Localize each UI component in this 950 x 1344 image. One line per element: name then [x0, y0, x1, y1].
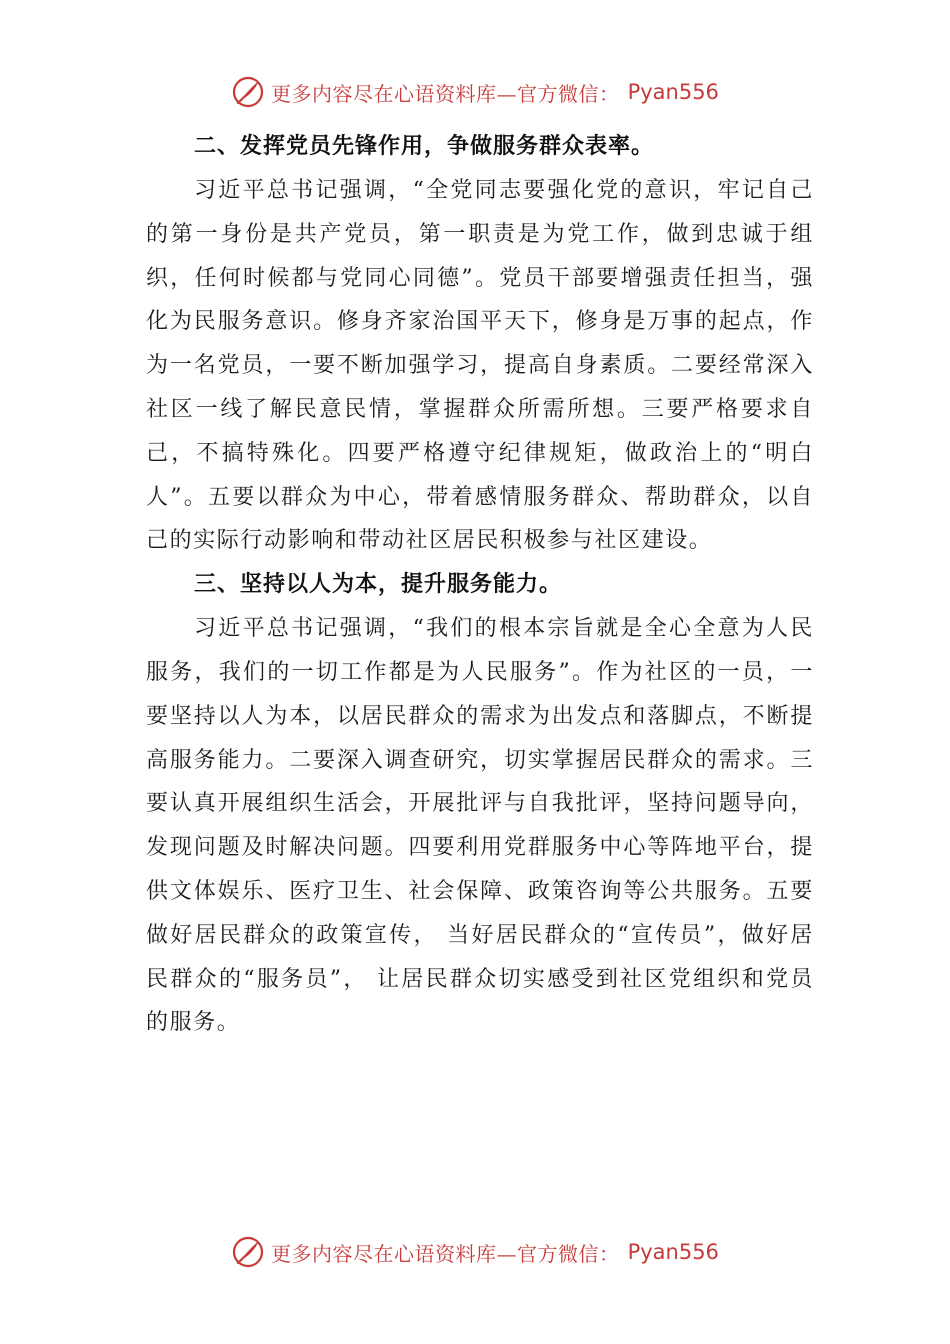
- feather-quill-icon: [231, 1235, 265, 1269]
- watermark-wechat-id: Pyan556: [627, 1240, 719, 1264]
- watermark-text: 更多内容尽在心语资料库—官方微信：: [271, 81, 620, 106]
- section-3-paragraph: 习近平总书记强调，“我们的根本宗旨就是全心全意为人民服务，我们的一切工作都是为人民服务”。作为社区的一员，一要坚持以人为本，以居民群众的需求为出发点和落脚点，不断提高服务能力。二要深入调查研究，切实掌握居民群众的需求。三要认真开展组织生活会，开展批评与自我批评，坚持问题导向，发现问题及时解决问题。四要利用党群服务中心等阵地平台，提供文体娱乐、医疗卫生、社会保障、政策咨询等公共服务。五要做好居民群众的政策宣传， 当好居民群众的“宣传员”，做好居民群众的“服务员”， 让居民群众切实感受到社区党组织和党员的服务。: [146, 616, 814, 1036]
- footer-watermark: [0, 1232, 950, 1272]
- section-3-heading: 三、坚持以人为本，提升服务能力。: [194, 572, 563, 598]
- watermark-text: 更多内容尽在心语资料库—官方微信：: [271, 1241, 620, 1266]
- header-watermark: [0, 72, 950, 112]
- feather-quill-icon: [231, 75, 265, 109]
- section-2-paragraph: 习近平总书记强调，“全党同志要强化党的意识，牢记自己的第一身份是共产党员，第一职责是为党工作，做到忠诚于组织，任何时候都与党同心同德”。党员干部要增强责任担当，强化为民服务意识。修身齐家治国平天下，修身是万事的起点，作为一名党员，一要不断加强学习，提高自身素质。二要经常深入社区一线了解民意民情，掌握群众所需所想。三要严格要求自己，不搞特殊化。四要严格遵守纪律规矩，做政治上的“明白人”。五要以群众为中心，带着感情服务群众、帮助群众，以自己的实际行动影响和带动社区居民积极参与社区建设。: [146, 178, 814, 554]
- document-body: [146, 125, 814, 1045]
- section-2-heading: 二、发挥党员先锋作用，争做服务群众表率。: [194, 134, 655, 159]
- watermark-wechat-id: Pyan556: [627, 80, 719, 104]
